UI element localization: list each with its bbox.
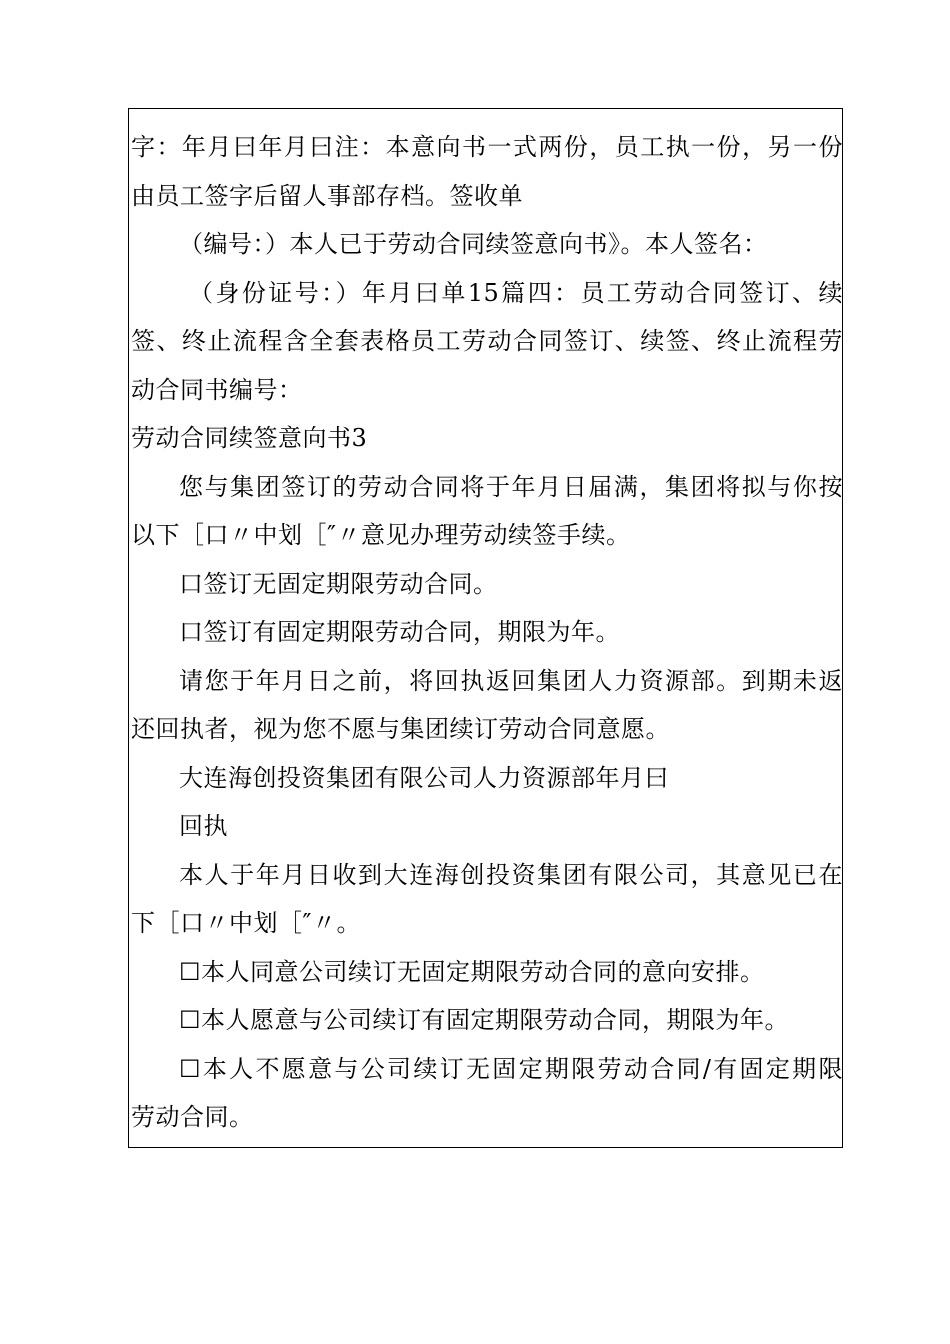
document-frame [128, 108, 843, 1148]
text-line: ☐本人愿意与公司续订有固定期限劳动合同，期限为年。 [179, 1006, 790, 1034]
text-line: 下［口〃中划［″〃。 [131, 909, 361, 937]
text-line: （编号：）本人已于劳动合同续签意向书》。本人签名： [179, 230, 768, 258]
text-line: 口签订有固定期限劳动合同，期限为年。 [179, 618, 620, 646]
text-line: 劳动合同续签意向书3 [131, 424, 368, 452]
text-line: 以下［口〃中划［″〃意见办理劳动续签手续。 [131, 521, 631, 549]
document-body [131, 123, 843, 1142]
text-line: 还回执者，视为您不愿与集团续订劳动合同意愿。 [131, 715, 670, 743]
text-line: 口签订无固定期限劳动合同。 [179, 569, 498, 598]
text-line: 劳动合同。 [131, 1103, 254, 1131]
text-line: 您与集团签订的劳动合同将于年月日届满，集团将拟与你按 [179, 472, 843, 501]
text-line: ☐本人同意公司续订无固定期限劳动合同的意向安排。 [179, 957, 765, 986]
text-line: ☐本人不愿意与公司续订无固定期限劳动合同/有固定期限 [179, 1054, 843, 1083]
text-line: 回执 [179, 812, 228, 840]
text-line: 动合同书编号： [131, 375, 303, 404]
text-line: 请您于年月日之前，将回执返回集团人力资源部。到期未返 [179, 666, 843, 695]
text-line: 大连海创投资集团有限公司人力资源部年月曰 [179, 763, 669, 792]
text-line: 由员工签字后留人事部存档。签收单 [131, 181, 523, 210]
text-line: （身份证号：）年月曰单15篇四：员工劳动合同签订、续 [189, 278, 843, 307]
text-line: 字：年月曰年月曰注：本意向书一式两份，员工执一份，另一份 [131, 133, 843, 161]
text-line: 本人于年月日收到大连海创投资集团有限公司，其意见已在 [179, 860, 843, 889]
text-line: 签、终止流程含全套表格员工劳动合同签订、续签、终止流程劳 [131, 327, 843, 355]
